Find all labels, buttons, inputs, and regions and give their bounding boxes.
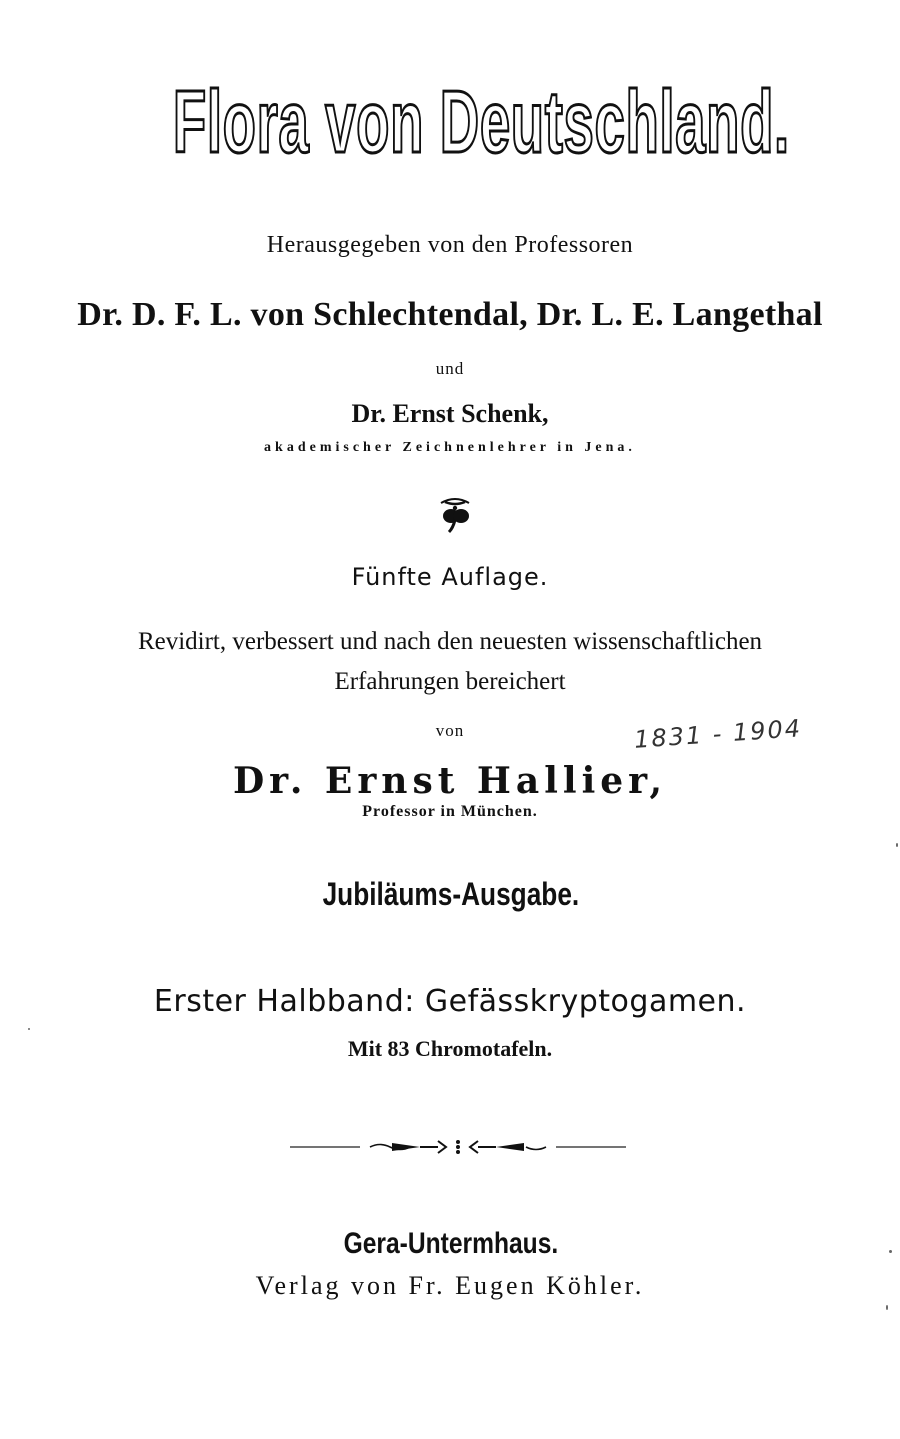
fleuron-ornament-icon xyxy=(437,494,473,534)
publisher: Verlag von Fr. Eugen Köhler. xyxy=(255,1271,645,1300)
paper-speck xyxy=(896,843,898,847)
preposition-von: von xyxy=(435,721,465,740)
ornamental-rule-icon xyxy=(288,1136,628,1158)
reviser-name: Dr. Ernst Hallier, xyxy=(232,760,668,802)
co-editor-name: Dr. Ernst Schenk, xyxy=(351,399,549,428)
volume-title: Erster Halbband: Gefässkryptogamen. xyxy=(153,984,747,1019)
paper-speck xyxy=(889,1250,892,1253)
paper-speck xyxy=(28,1028,30,1030)
editors: Dr. D. F. L. von Schlechtendal, Dr. L. E. Langethal xyxy=(77,296,823,333)
handwritten-dates: 1831 - 1904 xyxy=(633,714,803,754)
plates-count: Mit 83 Chromotafeln. xyxy=(347,1036,553,1061)
publication-place: Gera-Untermhaus. xyxy=(343,1227,559,1260)
editors-intro: Herausgegeben von den Professoren xyxy=(266,232,634,258)
reviser-role: Professor in München. xyxy=(362,803,538,820)
revision-line-2: Erfahrungen bereichert xyxy=(334,668,566,695)
edition: Fünfte Auflage. xyxy=(351,563,549,591)
co-editor-role: akademischer Zeichnenlehrer in Jena. xyxy=(264,440,636,455)
book-title: Flora von Deutschland. xyxy=(172,72,790,171)
paper-speck xyxy=(886,1305,888,1310)
revision-line-1: Revidirt, verbessert und nach den neuesten wissenschaftlichen xyxy=(137,628,763,655)
conjunction-und: und xyxy=(435,359,465,378)
jubilee-edition: Jubiläums-Ausgabe. xyxy=(322,876,580,912)
